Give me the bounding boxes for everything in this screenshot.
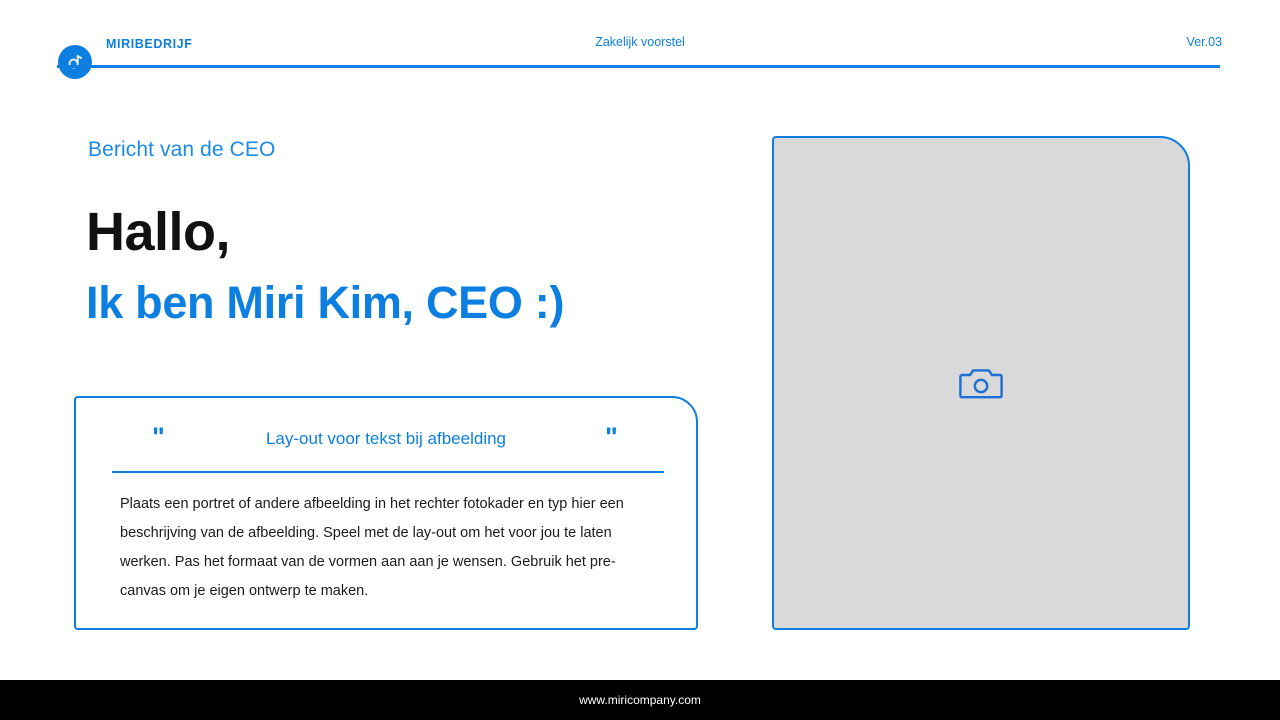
brand-name: MIRIBEDRIJF <box>106 37 193 51</box>
footer-url[interactable]: www.miricompany.com <box>579 693 701 707</box>
header-divider <box>57 65 1220 68</box>
section-eyebrow: Bericht van de CEO <box>88 138 276 161</box>
quote-title-divider <box>112 471 664 473</box>
headline-line-2: Ik ben Miri Kim, CEO :) <box>86 277 565 328</box>
quote-mark-left-icon: " <box>152 422 164 452</box>
camera-icon <box>959 365 1003 401</box>
quote-body-text: Plaats een portret of andere afbeelding in het rechter fotokader en typ hier een beschrijving van de afbeelding. Speel met de lay-out om het voor jou te laten werken. Pas het formaat van de vormen aan aan je wensen. Gebruik het pre-canvas om je eigen ontwerp te maken. <box>120 496 624 599</box>
header-center-label: Zakelijk voorstel <box>595 35 685 49</box>
slide-header <box>0 0 1280 92</box>
headline-line-1: Hallo, <box>86 202 231 262</box>
photo-placeholder-frame[interactable] <box>772 136 1190 630</box>
quote-title: Lay-out voor tekst bij afbeelding <box>265 429 507 448</box>
version-label: Ver.03 <box>1186 35 1222 49</box>
circle-logo-icon <box>58 45 92 79</box>
quote-mark-right-icon: " <box>605 422 617 452</box>
slide-footer <box>0 680 1280 720</box>
quote-card <box>74 396 698 630</box>
